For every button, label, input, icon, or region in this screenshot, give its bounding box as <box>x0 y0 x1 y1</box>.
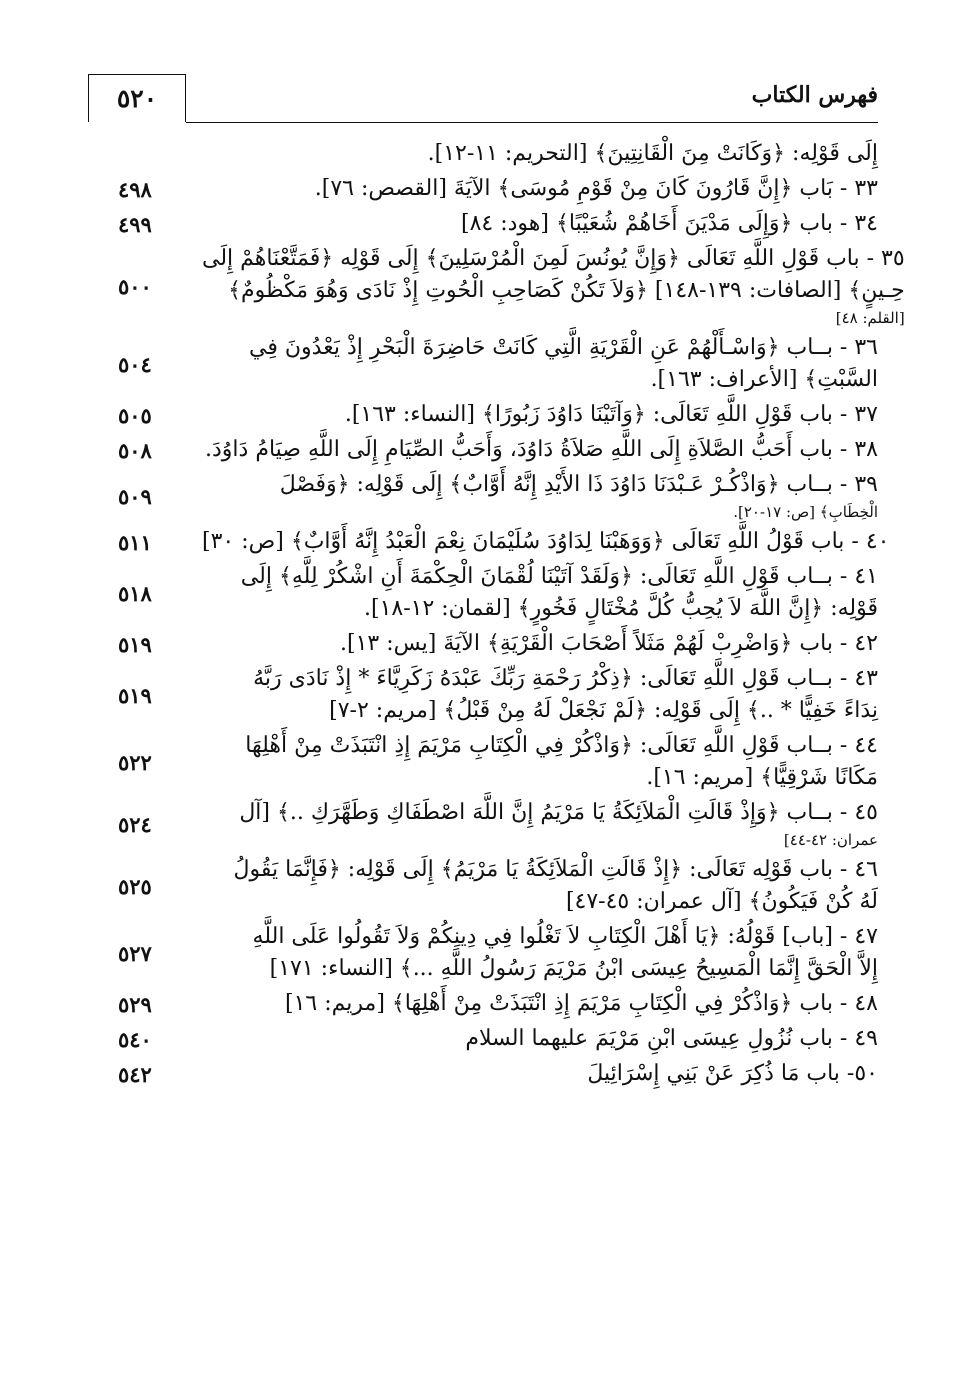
entry-line: ٣٦ - بــاب ﴿وَاسْـأَلْهُمْ عَنِ الْقَرْيَةِ الَّتِي كَانَتْ حَاضِرَةَ الْبَحْرِ إِذْ يَعْدُونَ فِي <box>249 335 878 360</box>
index-entry <box>118 988 878 1020</box>
entry-line: ٤٧ - [باب] قَوْلُهُ: ﴿يَا أَهْلَ الْكِتَابِ لاَ تَغْلُوا فِي دِينِكُمْ وَلاَ تَقُولُوا عَلَى اللَّهِ <box>252 924 878 949</box>
index-entry <box>118 797 878 851</box>
entry-line: عمران: ٤٢-٤٤] <box>783 831 878 849</box>
entry-line: ٤٣ - بــاب قَوْلِ اللَّهِ تَعَالَى: ﴿ذِكْرُ رَحْمَةِ رَبِّكَ عَبْدَهُ زَكَرِيَّاءَ * إِذْ نَادَى رَبَّهُ <box>253 666 878 691</box>
entry-page-number: ٥٠٠ <box>118 273 152 299</box>
entry-line: ٤٤ - بــاب قَوْلِ اللَّهِ تَعَالَى: ﴿وَاذْكُرْ فِي الْكِتَابِ مَرْيَمَ إِذِ انْتَبَذَتْ مِنْ أَهْلِهَا <box>245 733 878 758</box>
entry-page-number: ٥١٨ <box>118 580 152 606</box>
entry-line: ٣٨ - باب أَحَبُّ الصَّلاَةِ إِلَى اللَّهِ صَلاَةُ دَاوُدَ، وَأَحَبُّ الصِّيَامِ إِلَى اللَّهِ صِيَامُ دَاوُدَ. <box>205 437 878 462</box>
entry-page-number: ٥٢٥ <box>118 873 152 899</box>
index-entry <box>118 663 878 727</box>
entry-text <box>202 797 878 851</box>
entry-text <box>202 526 890 558</box>
index-entry <box>118 730 878 794</box>
entry-page-number: ٤٩٨ <box>118 176 152 202</box>
entry-line: ٤٨ - باب ﴿وَاذْكُرْ فِي الْكِتَابِ مَرْيَمَ إِذِ انْتَبَذَتْ مِنْ أَهْلِهَا﴾ [مريم: ١٦] <box>285 991 878 1016</box>
entry-line: ٤٦ - باب قَوْلِه تَعَالَى: ﴿إِذْ قَالَتِ الْمَلاَئِكَةُ يَا مَرْيَمُ﴾ إِلَى قَوْلِه: ﴿فَإِنَّمَا يَقُولُ <box>233 857 878 882</box>
entry-line: نِدَاءً خَفِيًّا * ..﴾ إِلَى قَوْلِه: ﴿لَمْ نَجْعَلْ لَهُ مِنْ قَبْلُ﴾ [مريم: ٢-٧] <box>329 698 878 723</box>
entry-line: قَوْلِه: ﴿إِنَّ اللَّهَ لاَ يُحِبُّ كُلَّ مُخْتَالٍ فَخُورٍ﴾ [لقمان: ١٢-١٨]. <box>363 596 878 621</box>
entry-line: الْخِطَابِ﴾ [ص: ١٧-٢٠]. <box>733 503 878 521</box>
entry-line: مَكَانًا شَرْقِيًّا﴾ [مريم: ١٦]. <box>646 765 878 790</box>
entry-page-number: ٥١٩ <box>118 682 152 708</box>
entry-text <box>202 663 878 727</box>
entry-text <box>202 173 878 205</box>
entry-page-number: ٥٠٥ <box>118 402 152 428</box>
page-title: فهرس الكتاب <box>751 82 878 108</box>
entry-page-number: ٤٩٩ <box>118 211 152 237</box>
entry-line: ٣٣ - بَاب ﴿إِنَّ قَارُونَ كَانَ مِنْ قَوْمِ مُوسَى﴾ الآيَةَ [القصص: ٧٦]. <box>314 176 878 201</box>
entry-page-number: ٥٢٢ <box>118 749 152 775</box>
entry-page-number: ٥٠٨ <box>118 437 152 463</box>
entry-text <box>202 921 878 985</box>
entry-line: ٤٢ - باب ﴿وَاضْرِبْ لَهُمْ مَثَلاً أَصْحَابَ الْقَرْيَةِ﴾ الآيَةَ [يس: ١٣]. <box>340 631 878 656</box>
index-entry <box>118 1058 878 1090</box>
entry-text <box>202 138 878 170</box>
index-entry <box>118 1023 878 1055</box>
entry-line: ٤٥ - بــاب ﴿وَإِذْ قَالَتِ الْمَلاَئِكَةُ يَا مَرْيَمُ إِنَّ اللَّهَ اصْطَفَاكِ وَطَهَّرَكِ ..﴾ [آل <box>239 800 878 825</box>
entry-text <box>202 399 878 431</box>
index-entry <box>118 561 878 625</box>
entry-line: ٤١ - بــاب قَوْلِ اللَّهِ تَعَالَى: ﴿وَلَقَدْ آتَيْنَا لُقْمَانَ الْحِكْمَةَ أَنِ اشْكُرْ لِلَّهِ﴾ إِلَى <box>240 564 878 589</box>
entry-line: ٤٩ - باب نُزُولِ عِيسَى ابْنِ مَرْيَمَ عليهما السلام <box>465 1026 878 1051</box>
header-divider <box>186 122 878 123</box>
entry-line: [القلم: ٤٨] <box>835 309 905 327</box>
entry-line: ٤٠ - باب قَوْلُ اللَّهِ تَعَالَى ﴿وَوَهَبْنَا لِدَاوُدَ سُلَيْمَانَ نِعْمَ الْعَبْدُ إِنَّهُ أَوَّابٌ﴾ [ص: ٣٠] <box>202 529 890 554</box>
index-entry <box>118 469 878 523</box>
entry-text <box>202 332 878 396</box>
index-entry <box>118 173 878 205</box>
entry-text <box>202 1023 878 1055</box>
entry-text <box>202 628 878 660</box>
entry-page-number: ٥٢٤ <box>118 811 152 837</box>
entry-page-number: ٥١٩ <box>118 631 152 657</box>
entry-text <box>202 208 878 240</box>
entry-text <box>202 1058 878 1090</box>
index-entry <box>118 526 890 558</box>
entry-text <box>202 854 878 918</box>
entry-line: ٣٩ - بــاب ﴿وَاذْكُـرْ عَـبْدَنَا دَاوُدَ ذَا الأَيْدِ إِنَّهُ أَوَّابٌ﴾ إِلَى قَوْلِه: ﴿وَفَصْلَ <box>279 472 878 497</box>
index-entry <box>118 243 905 329</box>
entry-line: حِـينٍ﴾ [الصافات: ١٣٩-١٤٨] ﴿وَلاَ تَكُنْ كَصَاحِبِ الْحُوتِ إِذْ نَادَى وَهُوَ مَكْظُومٌ﴾ <box>228 278 905 303</box>
entry-text <box>202 730 878 794</box>
entry-page-number: ٥٤٠ <box>118 1026 152 1052</box>
index-entry <box>118 208 878 240</box>
entry-line: السَّبْتِ﴾ [الأعراف: ١٦٣]. <box>650 367 878 392</box>
index-entry <box>118 138 878 170</box>
entry-text <box>202 469 878 523</box>
entry-page-number: ٥٠٤ <box>118 351 152 377</box>
entry-page-number: ٥٢٩ <box>118 991 152 1017</box>
index-entry <box>118 628 878 660</box>
entry-text <box>202 561 878 625</box>
index-entry <box>118 332 878 396</box>
entry-text <box>202 243 905 329</box>
entry-line: ٣٤ - باب ﴿وَإِلَى مَدْيَنَ أَخَاهُمْ شُعَيْبًا﴾ [هود: ٨٤] <box>461 211 878 236</box>
entry-page-number: ٥٠٩ <box>118 483 152 509</box>
page-header <box>88 74 878 124</box>
entry-page-number: ٥٢٧ <box>118 940 152 966</box>
entry-page-number: ٥١١ <box>118 529 152 555</box>
entry-page-number: ٥٤٢ <box>118 1061 152 1087</box>
page-number: ٥٢٠ <box>88 74 186 122</box>
entry-text <box>202 988 878 1020</box>
entry-text <box>202 434 878 466</box>
entry-line: لَهُ كُنْ فَيَكُونُ﴾ [آل عمران: ٤٥-٤٧] <box>565 889 878 914</box>
entry-line: ٥٠- باب مَا ذُكِرَ عَنْ بَنِي إِسْرَائِيلَ <box>587 1061 878 1086</box>
index-entry <box>118 399 878 431</box>
index-entry <box>118 434 878 466</box>
entry-line: ٣٧ - باب قَوْلِ اللَّهِ تَعَالَى: ﴿وَآتَيْنَا دَاوُدَ زَبُورًا﴾ [النساء: ١٦٣]. <box>344 402 878 427</box>
entry-line: إِلَى قَوْلِه: ﴿وَكَانَتْ مِنَ الْقَانِتِينَ﴾ [التحريم: ١١-١٢]. <box>427 141 878 166</box>
entry-line: إِلاَّ الْحَقَّ إِنَّمَا الْمَسِيحُ عِيسَى ابْنُ مَرْيَمَ رَسُولُ اللَّهِ ...﴾ [النساء: ١٧١] <box>269 956 878 981</box>
index-entry <box>118 854 878 918</box>
index-entries <box>118 138 905 1093</box>
entry-line: ٣٥ - باب قَوْلِ اللَّهِ تَعَالَى ﴿وَإِنَّ يُونُسَ لَمِنَ الْمُرْسَلِينَ﴾ إِلَى قَوْلِه ﴿فَمَتَّعْنَاهُمْ إِلَى <box>202 246 905 271</box>
index-entry <box>118 921 878 985</box>
